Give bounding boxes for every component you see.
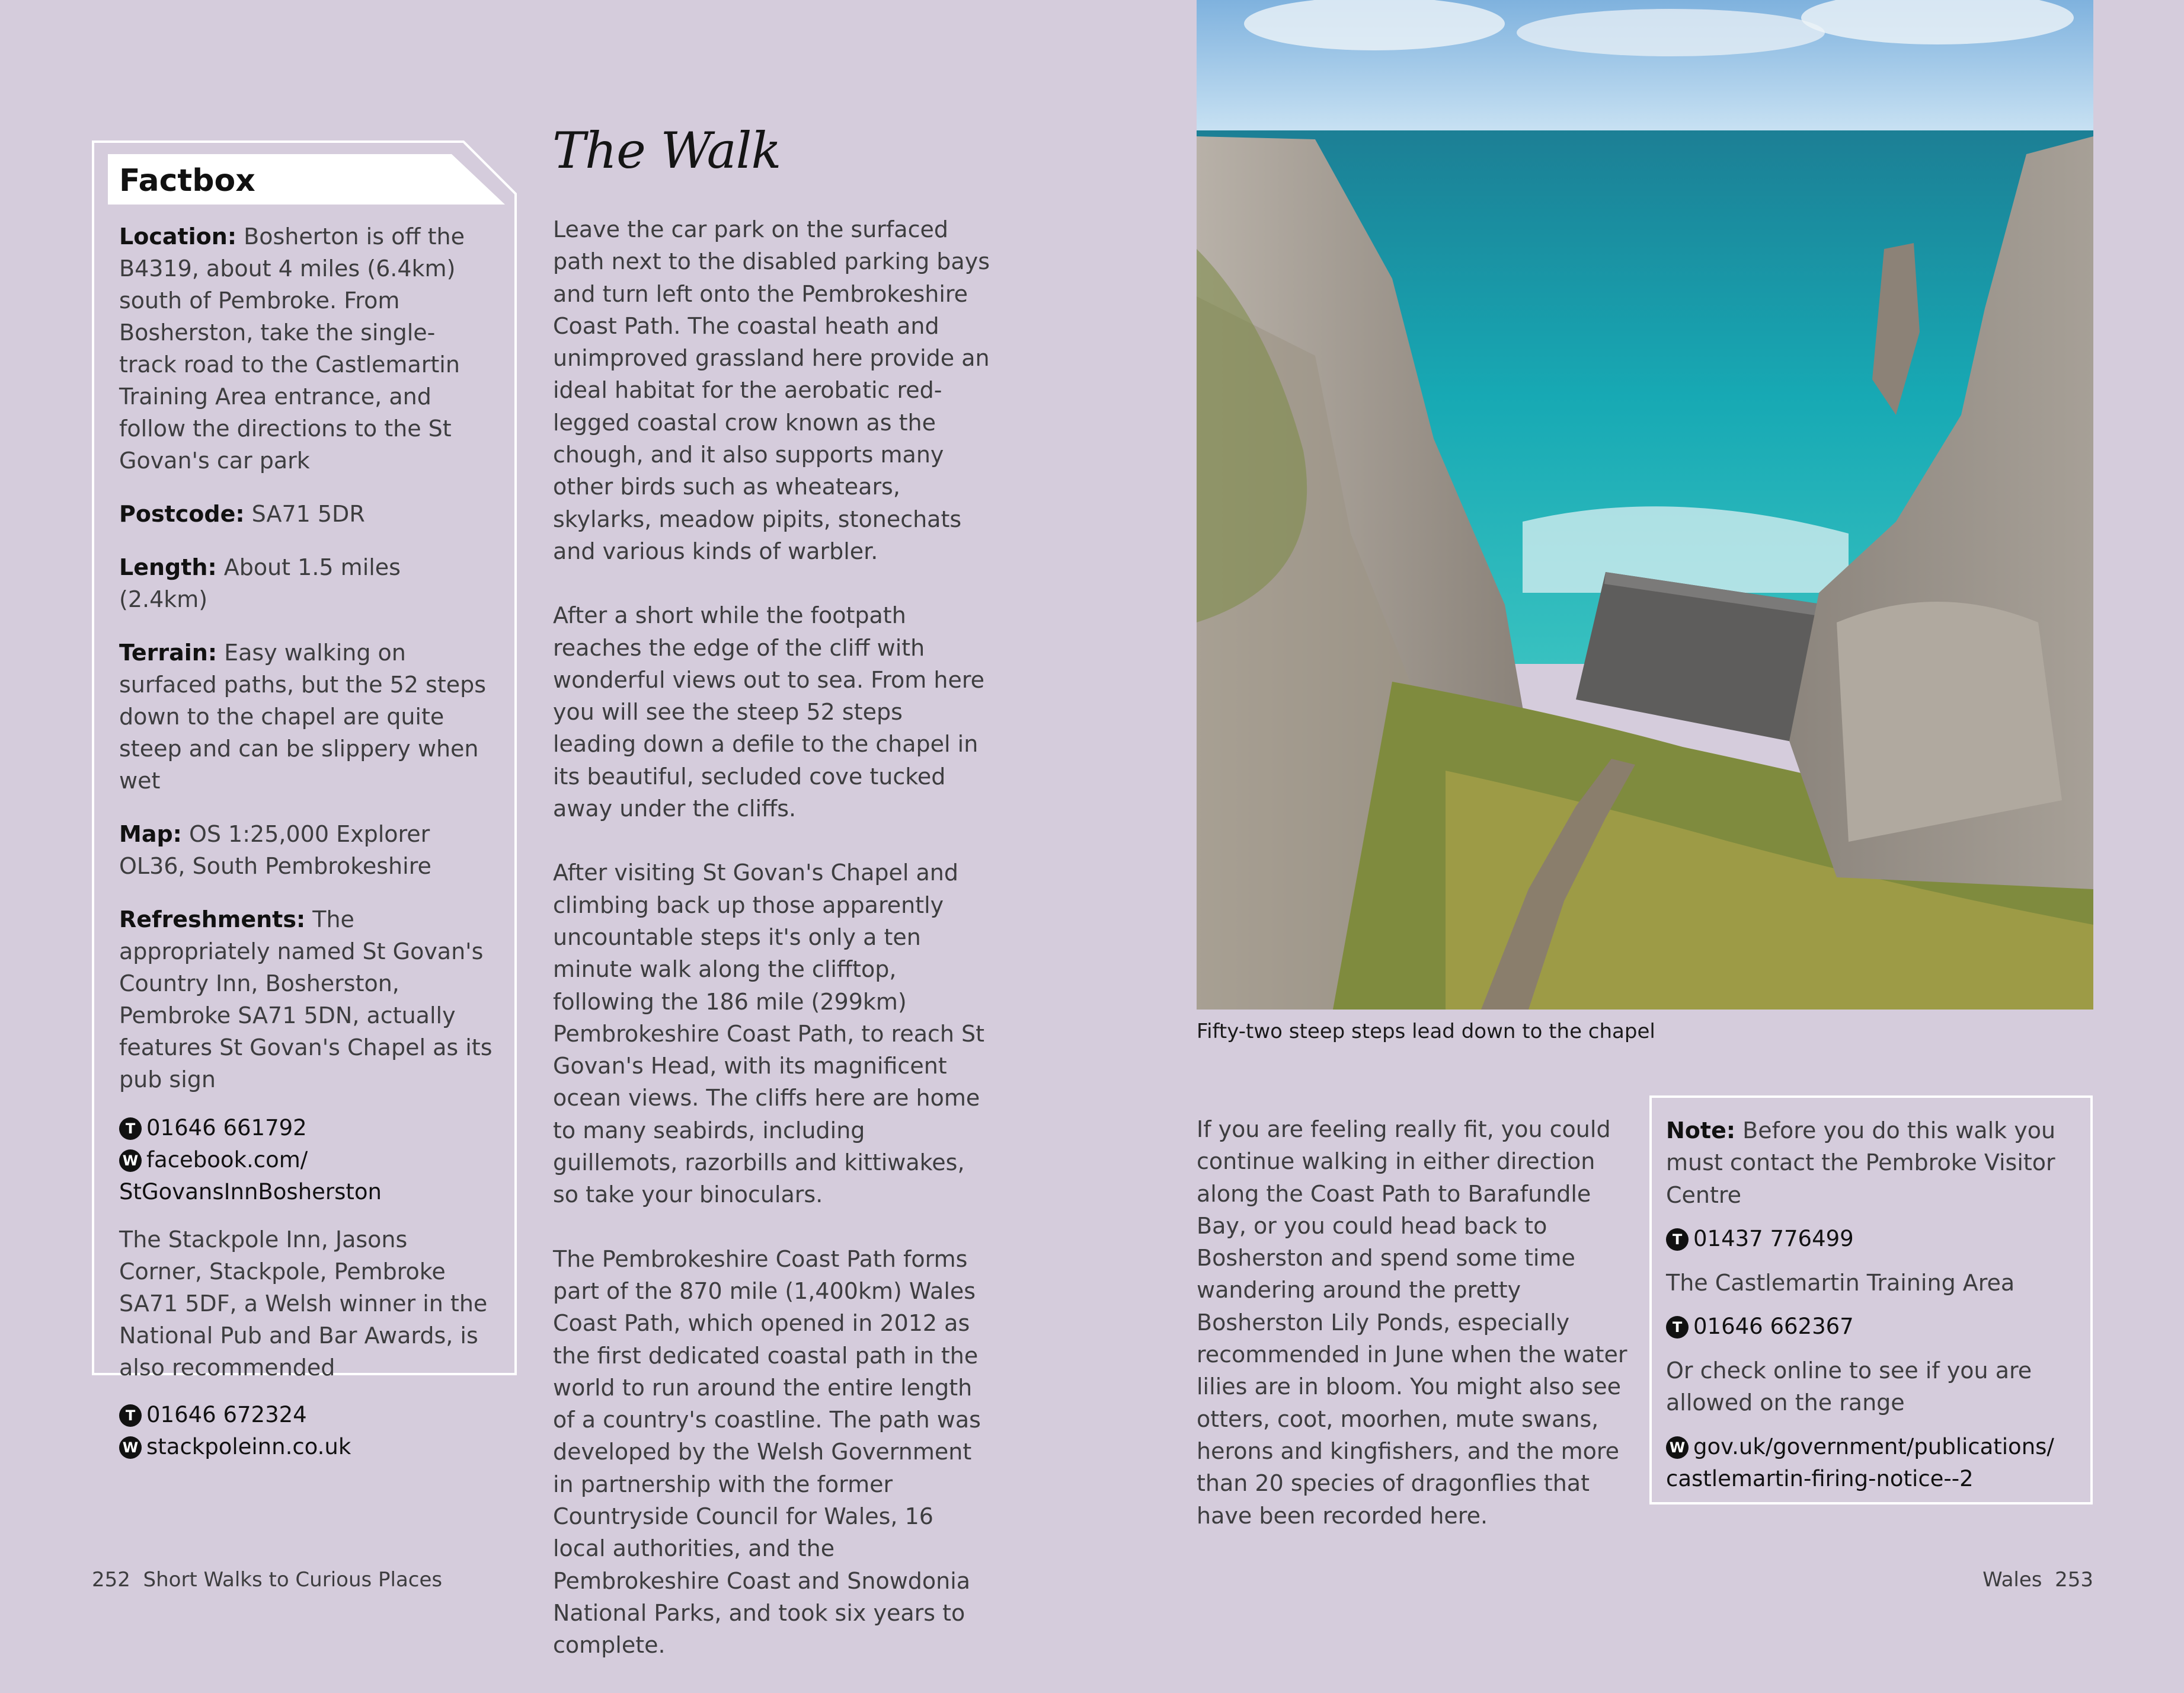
postcode-entry (119, 498, 493, 530)
footer-right-page-number: Wales 253 (1982, 1568, 2093, 1592)
inn1-phone[interactable]: 01646 661792 (146, 1115, 307, 1141)
note-label: Note: (1666, 1117, 1736, 1143)
map-entry (119, 818, 493, 882)
postcode-label: Postcode: (119, 501, 245, 527)
location-label: Location: (119, 223, 237, 250)
visitor-centre-phone[interactable]: 01437 776499 (1693, 1225, 1854, 1251)
note-box (1649, 1095, 2093, 1504)
cliff-photo-image (1197, 0, 2093, 1010)
phone-icon: T (119, 1404, 142, 1427)
note-entry (1666, 1114, 2081, 1211)
walk-body (553, 213, 992, 1693)
walk-paragraph: After visiting St Govan's Chapel and climbing back up those apparently uncountable steps it's only a ten minute walk along the clifftop, following the 186 mile (299km) Pembrokeshire Coast Path, to reach St Govan's Head, with its magnificent ocean views. The cliffs here are home to many seabirds, including guillemots, razorbills and kittiwakes, so take your binoculars. (553, 860, 985, 1208)
inn2-contact (119, 1399, 493, 1463)
location-text: Bosherton is off the B4319, about 4 miles (6.4km) south of Pembroke. From Bosherston, take the single-track road to the Castlemartin Training Area entrance, and follow the directions to the St Govan's car park (119, 223, 465, 474)
note-body (1666, 1114, 2081, 1495)
postcode-text: SA71 5DR (244, 501, 365, 527)
refreshments-label: Refreshments: (119, 906, 306, 932)
walk-heading: The Walk (552, 122, 781, 180)
inn1-web-row (119, 1144, 493, 1176)
inn2-description: The Stackpole Inn, Jasons Corner, Stackpole, Pembroke SA71 5DF, a Welsh winner in the National Pub and Bar Awards, is also recommended (119, 1226, 488, 1381)
location-entry (119, 221, 493, 477)
factbox (92, 140, 517, 1459)
inn2-web-row (119, 1431, 493, 1463)
inn1-contact (119, 1112, 493, 1208)
inn2-web-link[interactable]: stackpoleinn.co.uk (146, 1434, 351, 1459)
cliff-photo (1197, 0, 2093, 1010)
training-area-phone[interactable]: 01646 662367 (1693, 1314, 1854, 1340)
inn2-phone-row (119, 1399, 493, 1431)
inn1-web-link-line2[interactable]: StGovansInnBosherston (119, 1179, 382, 1205)
inn1-web-link-line1[interactable]: facebook.com/ (146, 1147, 308, 1173)
visitor-centre-phone-row (1666, 1223, 2081, 1255)
length-text: About 1.5 miles (2.4km) (119, 554, 401, 612)
web-icon: W (119, 1149, 142, 1172)
length-entry (119, 551, 493, 615)
terrain-label: Terrain: (119, 640, 218, 666)
factbox-title: Factbox (119, 163, 255, 199)
phone-icon: T (1666, 1228, 1689, 1251)
inn2-phone[interactable]: 01646 672324 (146, 1402, 307, 1427)
terrain-entry (119, 637, 493, 797)
terrain-text: Easy walking on surfaced paths, but the 52 steps down to the chapel are quite steep and can be slippery when wet (119, 640, 487, 794)
footer-left-page-number: 252 Short Walks to Curious Places (92, 1568, 443, 1592)
note-text: Before you do this walk you must contact the Pembroke Visitor Centre (1666, 1117, 2056, 1208)
training-area-label: The Castlemartin Training Area (1666, 1269, 2015, 1296)
phone-icon: T (1666, 1316, 1689, 1339)
walk-paragraph: The Pembrokeshire Coast Path forms part of the 870 mile (1,400km) Wales Coast Path, which opened in 2012 as the first dedicated coastal path in the world to run around the entire length of a country's coastline. The path was developed by the Welsh Government in partnership with the former Countryside Council for Wales, 16 local authorities, and the Pembrokeshire Coast and Snowdonia National Parks, and took six years to complete. (553, 1245, 981, 1659)
phone-icon: T (119, 1117, 142, 1140)
training-area-phone-row (1666, 1311, 2081, 1343)
map-text: OS 1:25,000 Explorer OL36, South Pembrokeshire (119, 821, 431, 879)
inn1-phone-row (119, 1112, 493, 1144)
firing-notice-link-line2[interactable]: castlemartin-firing-notice--2 (1666, 1465, 1974, 1491)
factbox-body (119, 221, 493, 1463)
map-label: Map: (119, 821, 182, 847)
walk-paragraph: Leave the car park on the surfaced path next to the disabled parking bays and turn left onto the Pembrokeshire Coast Path. The coastal heath and unimproved grassland here provide an ideal habitat for the aerobatic red-legged coastal crow known as the chough, and it also supports many other birds such as wheatears, skylarks, meadow pipits, stonechats and various kinds of warbler. (553, 216, 990, 564)
length-label: Length: (119, 554, 217, 580)
online-check-text: Or check online to see if you are allowed on the range (1666, 1357, 2032, 1416)
photo-caption: Fifty-two steep steps lead down to the chapel (1197, 1020, 1655, 1043)
continue-walking-paragraph: If you are feeling really fit, you could continue walking in either direction along the Coast Path to Barafundle Bay, or you could head back to Bosherston and spend some time wandering around the pretty Bosherston Lily Ponds, especially recommended in June when the water lilies are in bloom. You might also see otters, coot, moorhen, mute swans, herons and kingfishers, and the more than 20 species of dragonflies that have been recorded here. (1197, 1116, 1627, 1529)
refreshments-text: The appropriately named St Govan's Country Inn, Bosherston, Pembroke SA71 5DN, actually features St Govan's Chapel as its pub sign (119, 906, 493, 1093)
refreshments-entry (119, 903, 493, 1095)
web-icon: W (1666, 1436, 1689, 1459)
walk-paragraph: After a short while the footpath reaches the edge of the cliff with wonderful views out to sea. From here you will see the steep 52 steps leading down a defile to the chapel in its beautiful, secluded cove tucked away under the cliffs. (553, 602, 985, 822)
firing-notice-link-line1[interactable]: gov.uk/government/publications/ (1693, 1433, 2054, 1459)
web-icon: W (119, 1436, 142, 1459)
firing-notice-web-row (1666, 1431, 2081, 1463)
